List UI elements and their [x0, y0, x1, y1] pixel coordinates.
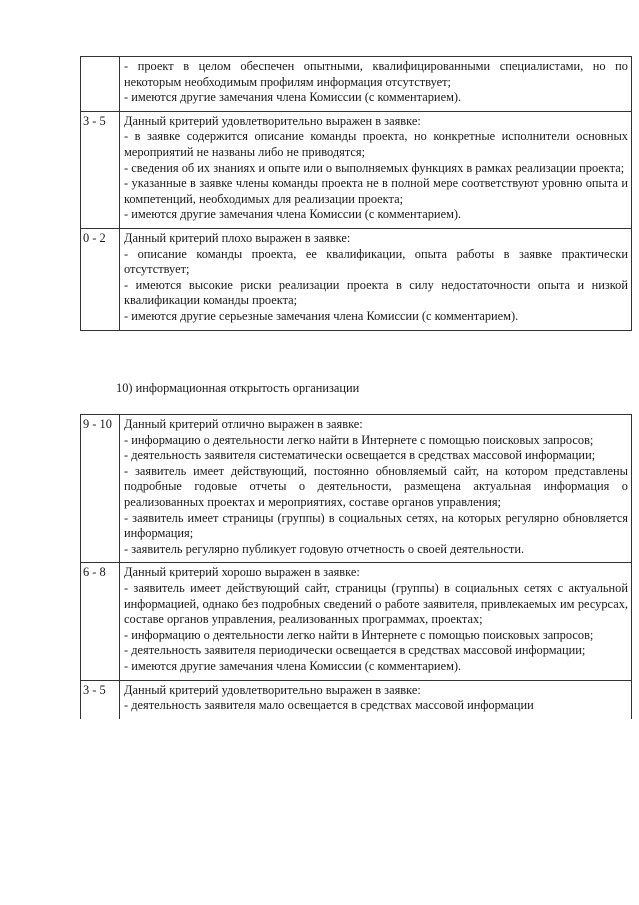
criteria-table-team: [80, 56, 632, 331]
score-cell: [81, 57, 120, 112]
description-cell: [120, 57, 632, 112]
criterion-line: - информацию о деятельности легко найти в Интернете с помощью поисковых запросов;: [124, 627, 594, 642]
score-cell: 6 - 8: [81, 563, 120, 680]
score-cell: 9 - 10: [81, 415, 120, 563]
criterion-line: - в заявке содержится описание команды проекта, но конкретные исполнители основных мероприятий не названы либо не приводятся;: [124, 129, 628, 159]
criterion-line: - имеются другие замечания члена Комиссии (с комментарием).: [124, 207, 462, 222]
criterion-line: - заявитель имеет действующий сайт, страницы (группы) в социальных сетях с актуальной информацией, однако без подробных сведений о работе заявителя, привлекаемых им ресурсах, составе органов управления, реализованных программах, проектах;: [124, 580, 628, 627]
criterion-line: - заявитель имеет страницы (группы) в социальных сетях, на которых регулярно обновляется информация;: [124, 510, 628, 541]
description-cell: [120, 415, 632, 563]
criterion-line: - имеются другие замечания члена Комиссии (с комментарием).: [124, 658, 462, 673]
criterion-line: - указанные в заявке члены команды проекта не в полной мере соответствуют уровню опыта и компетенций, необходимых для реализации проекта;: [124, 176, 628, 206]
table-row: [81, 415, 632, 563]
criteria-table-openness: [80, 414, 632, 719]
criterion-line: - описание команды проекта, ее квалификации, опыта работы в заявке практически отсутствует;: [124, 246, 628, 277]
criterion-line: - имеются другие замечания члена Комиссии (с комментарием).: [124, 90, 462, 105]
table-row: [81, 563, 632, 680]
table-row: [81, 680, 632, 719]
criterion-line: - заявитель имеет действующий, постоянно обновляемый сайт, на котором представлены подробные годовые отчеты о деятельности, размещена актуальная информация о реализованных проектах и мероприятиях, составе органов управления;: [124, 463, 628, 509]
criterion-line: - деятельность заявителя периодически освещается в средствах массовой информации;: [124, 643, 586, 658]
criterion-line: - сведения об их знаниях и опыте или о выполняемых функциях в рамках реализации проекта;: [124, 160, 625, 175]
score-cell: 3 - 5: [81, 680, 120, 719]
table-row: [81, 57, 632, 112]
criterion-line: - заявитель регулярно публикует годовую отчетность о своей деятельности.: [124, 541, 525, 556]
criterion-line: Данный критерий удовлетворительно выражен в заявке:: [124, 113, 421, 128]
criterion-line: - деятельность заявителя мало освещается в средствах массовой информации: [124, 698, 534, 713]
criterion-line: - имеются высокие риски реализации проекта в силу недостаточности опыта и низкой квалификации команды проекта;: [124, 277, 628, 308]
description-cell: [120, 563, 632, 680]
criterion-line: Данный критерий удовлетворительно выражен в заявке:: [124, 682, 421, 697]
score-cell: 0 - 2: [81, 228, 120, 330]
table-row: [81, 111, 632, 228]
criterion-line: - деятельность заявителя систематически освещается в средствах массовой информации;: [124, 448, 596, 463]
description-cell: [120, 228, 632, 330]
criterion-line: - информацию о деятельности легко найти в Интернете с помощью поисковых запросов;: [124, 432, 594, 447]
criterion-line: Данный критерий отлично выражен в заявке:: [124, 417, 363, 431]
criterion-line: - проект в целом обеспечен опытными, квалифицированными специалистами, но по некоторым необходимым профилям информация отсутствует;: [124, 59, 628, 89]
criterion-line: Данный критерий хорошо выражен в заявке:: [124, 565, 360, 580]
description-cell: [120, 680, 632, 719]
criterion-line: - имеются другие серьезные замечания члена Комиссии (с комментарием).: [124, 308, 519, 323]
table-row: [81, 228, 632, 330]
criterion-line: Данный критерий плохо выражен в заявке:: [124, 230, 351, 245]
score-cell: 3 - 5: [81, 111, 120, 228]
section-title: 10) информационная открытость организации: [116, 381, 360, 395]
description-cell: [120, 111, 632, 228]
